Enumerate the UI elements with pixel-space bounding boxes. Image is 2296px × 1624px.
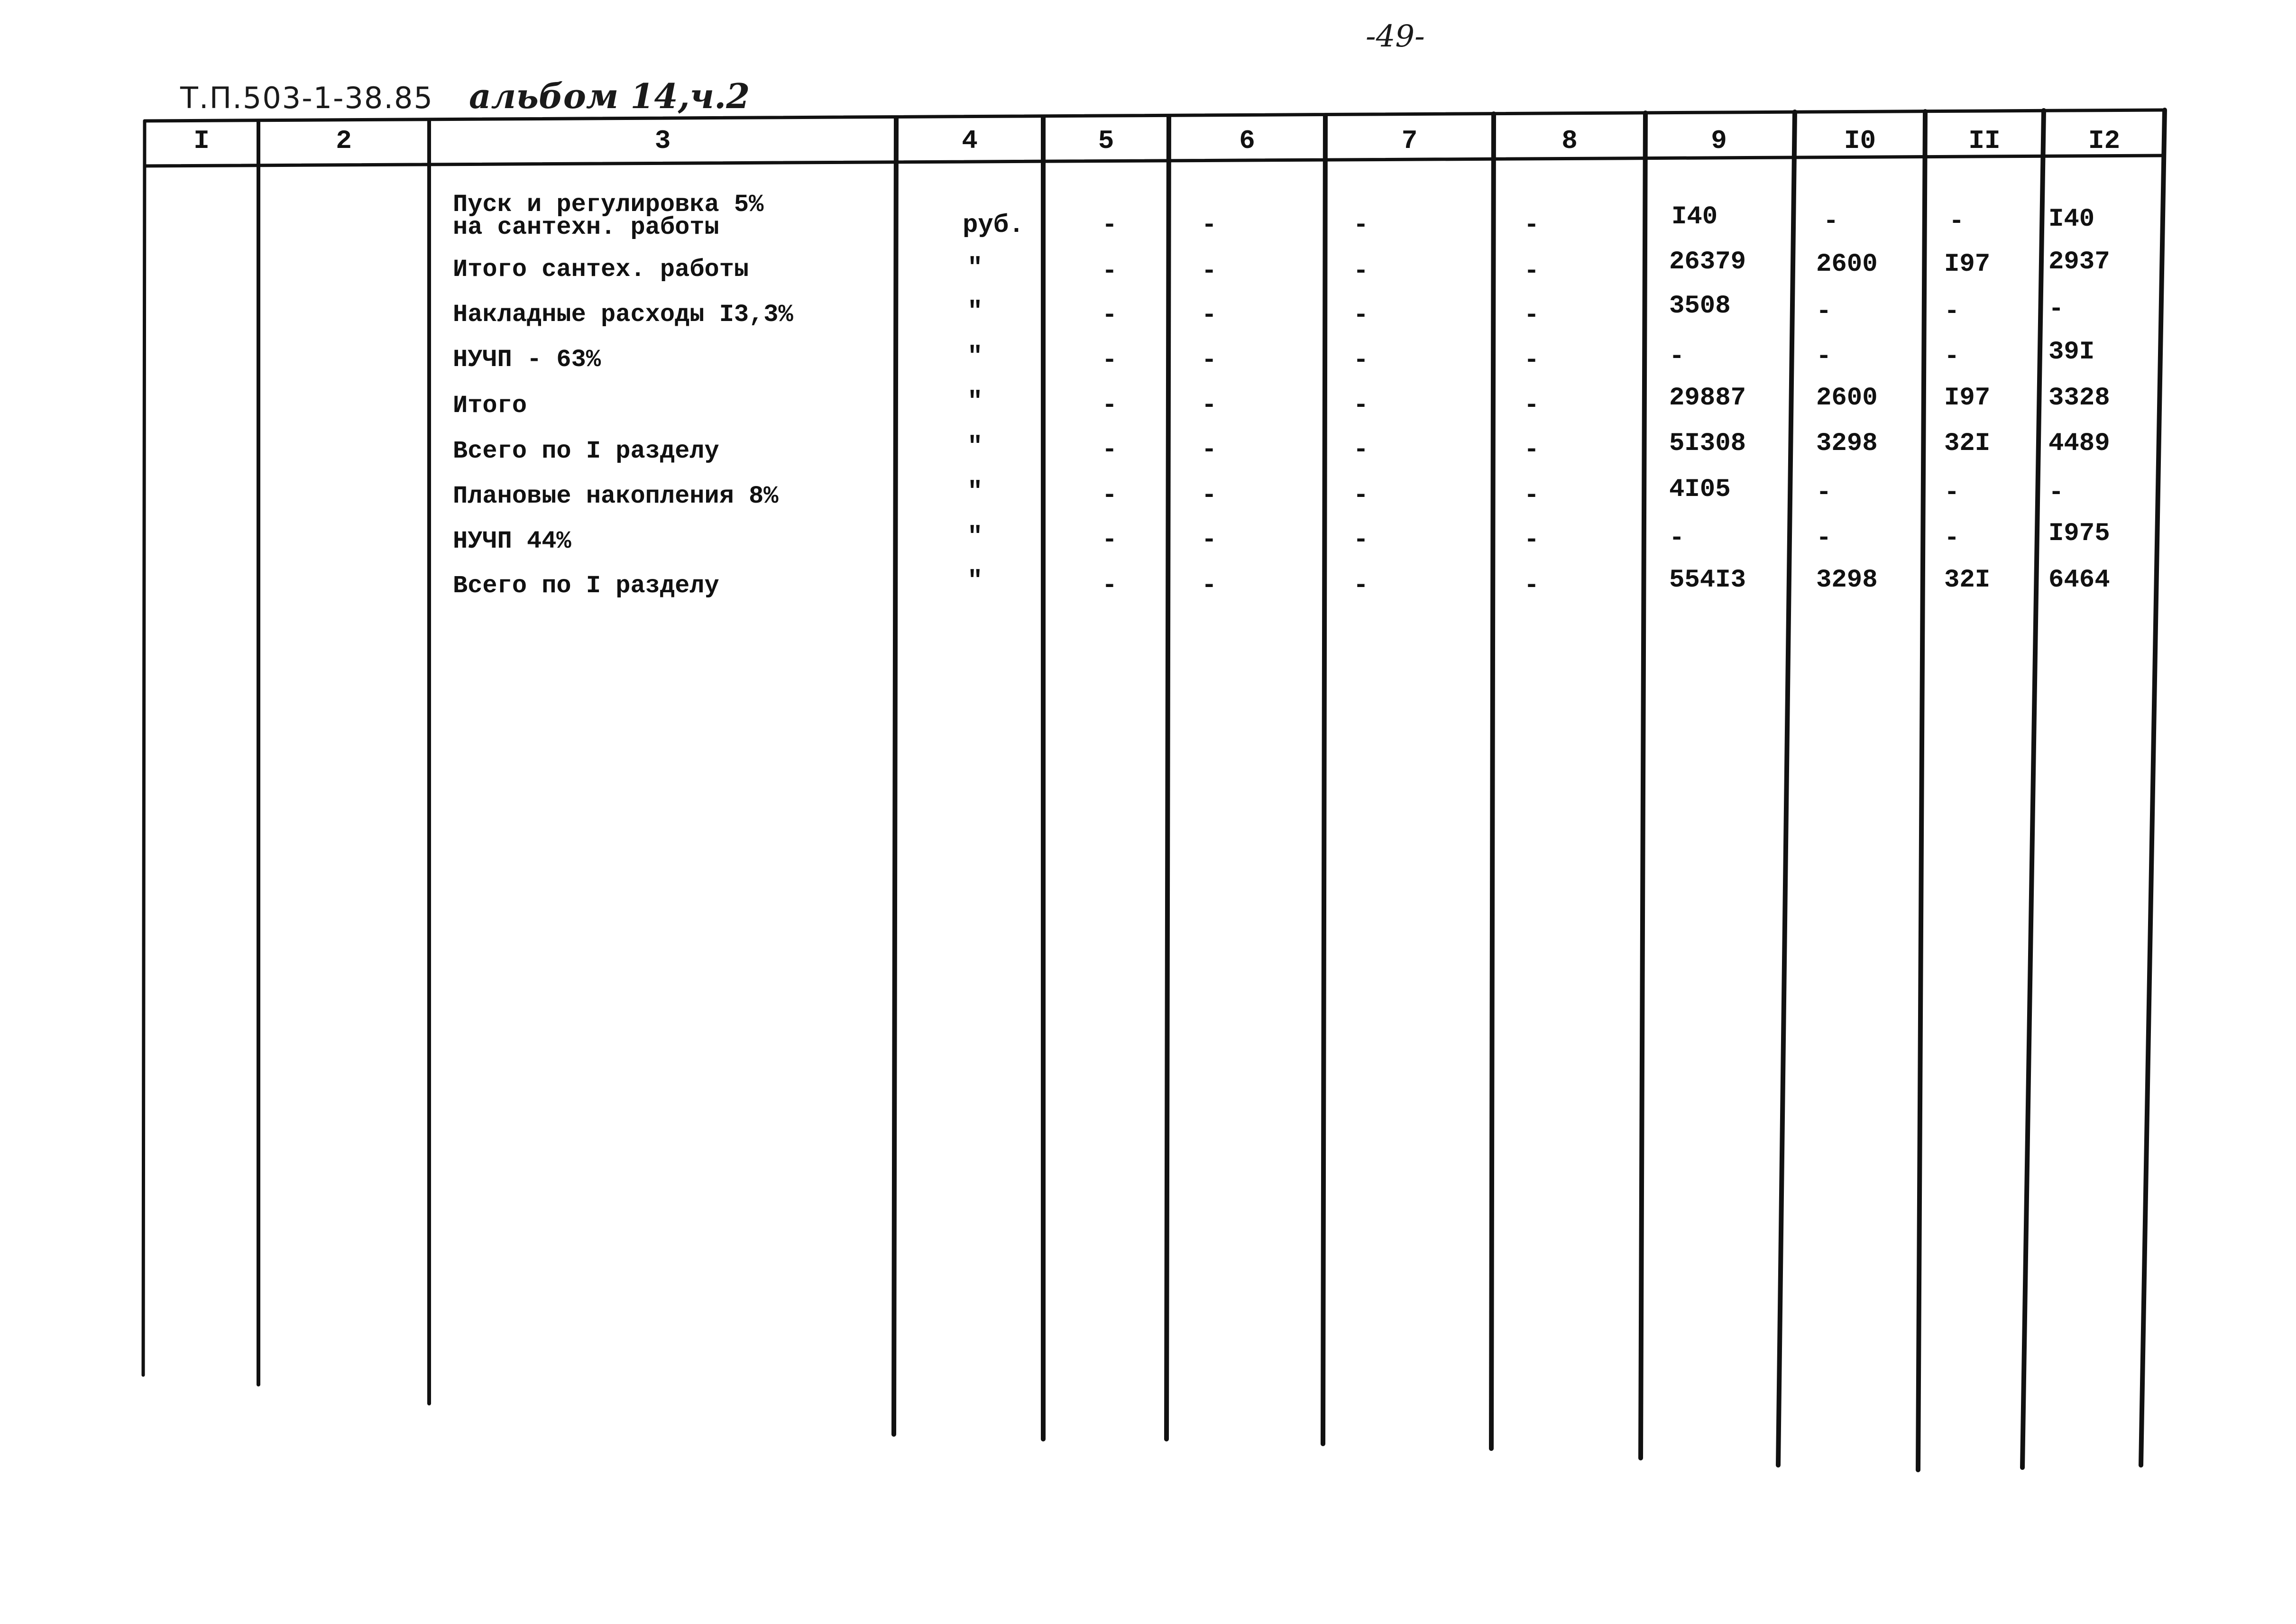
row-col6: - — [1201, 436, 1217, 465]
col-header-1: I — [193, 126, 210, 156]
row-col6: - — [1201, 571, 1217, 600]
table-row-desc: Итого — [453, 392, 527, 420]
row-col7: - — [1353, 481, 1369, 510]
row-col11: - — [1944, 524, 1960, 553]
row-col12: 6464 — [2048, 566, 2110, 595]
row-col8: - — [1524, 211, 1540, 240]
row-desc-line1: Пуск и регулировка 5% — [453, 191, 764, 219]
row-col12: 3328 — [2048, 384, 2110, 413]
row-col11: I97 — [1944, 250, 1991, 279]
row-col11: - — [1944, 297, 1960, 326]
row-col7: - — [1353, 526, 1369, 555]
row-col10: - — [1816, 342, 1832, 371]
col-header-4: 4 — [962, 126, 978, 156]
row-col6: - — [1201, 346, 1217, 375]
row-col10: 2600 — [1816, 384, 1878, 413]
col-line-3 — [894, 119, 896, 1434]
row-col6: - — [1201, 526, 1217, 555]
row-col10: 2600 — [1816, 250, 1878, 279]
row-unit: " — [967, 477, 983, 506]
col-header-6: 6 — [1239, 126, 1255, 156]
row-unit: " — [967, 254, 983, 283]
table-top-border — [145, 110, 2162, 121]
col-header-12: I2 — [2088, 126, 2121, 156]
col-header-9: 9 — [1711, 126, 1727, 156]
row-unit: " — [967, 523, 983, 551]
row-col5: - — [1102, 391, 1118, 420]
col-line-6 — [1323, 115, 1325, 1444]
row-col9: - — [1669, 342, 1685, 371]
document-code: Т.П.503-1-38.85 — [180, 81, 433, 115]
table-row-desc: Плановые накопления 8% — [453, 482, 779, 510]
row-col11: - — [1944, 342, 1960, 371]
table-row-desc: НУЧП - 63% — [453, 346, 601, 374]
row-col12: I975 — [2048, 519, 2110, 548]
row-col5: - — [1102, 481, 1118, 510]
row-col12: - — [2048, 295, 2064, 324]
col-header-5: 5 — [1098, 126, 1114, 156]
col-line-12 — [2141, 110, 2165, 1465]
row-col12: 2937 — [2048, 248, 2110, 276]
row-col8: - — [1524, 257, 1540, 286]
row-col12: 4489 — [2048, 429, 2110, 458]
row-col9: 29887 — [1669, 384, 1746, 413]
col-header-7: 7 — [1401, 126, 1418, 156]
col-header-3: 3 — [654, 126, 671, 156]
row-col5: - — [1102, 526, 1118, 555]
row-col7: - — [1353, 346, 1369, 375]
row-col7: - — [1353, 571, 1369, 600]
row-col9: - — [1669, 524, 1685, 553]
row-col11: I97 — [1944, 384, 1991, 413]
row-col6: - — [1201, 301, 1217, 330]
row-col6: - — [1201, 257, 1217, 286]
col-line-11 — [2022, 110, 2044, 1468]
row-col8: - — [1524, 346, 1540, 375]
row-col11: - — [1944, 478, 1960, 507]
table-row-desc: Всего по I разделу — [453, 437, 719, 465]
row-col6: - — [1201, 391, 1217, 420]
row-unit: " — [967, 432, 983, 461]
row-col7: - — [1353, 301, 1369, 330]
col-line-9 — [1778, 112, 1795, 1465]
row-col12: 39I — [2048, 338, 2095, 367]
table-row-desc: Итого сантех. работы — [453, 256, 749, 284]
row-unit: " — [967, 297, 983, 326]
table-row-desc: Накладные расходы I3,3% — [453, 301, 793, 329]
row-col8: - — [1524, 301, 1540, 330]
row-col10: 3298 — [1816, 429, 1878, 458]
row-col11: 32I — [1944, 429, 1991, 458]
album-label: альбом 14,ч.2 — [469, 76, 750, 116]
row-col7: - — [1353, 257, 1369, 286]
row-col8: - — [1524, 481, 1540, 510]
row-col7: - — [1353, 391, 1369, 420]
row-col5: - — [1102, 346, 1118, 375]
row-col7: - — [1353, 436, 1369, 465]
row-unit: " — [967, 342, 983, 371]
row-col9: 4I05 — [1669, 475, 1731, 504]
col-line-8 — [1641, 113, 1645, 1458]
row-col9: 3508 — [1669, 292, 1731, 321]
row-col11: 32I — [1944, 566, 1991, 595]
row-col10: - — [1816, 297, 1832, 326]
row-col10: - — [1816, 478, 1832, 507]
row-col7: - — [1353, 211, 1369, 240]
table-row-desc — [453, 193, 763, 239]
row-col9: 554I3 — [1669, 566, 1746, 595]
row-col5: - — [1102, 571, 1118, 600]
col-header-10: I0 — [1844, 126, 1876, 156]
col-line-7 — [1491, 114, 1494, 1449]
row-col6: - — [1201, 481, 1217, 510]
row-unit: руб. — [963, 211, 1024, 240]
row-col9: I40 — [1671, 202, 1718, 231]
col-line-5 — [1166, 116, 1169, 1439]
row-col6: - — [1201, 211, 1217, 240]
row-col9: 26379 — [1669, 248, 1746, 276]
row-col8: - — [1524, 391, 1540, 420]
col-line-0 — [143, 121, 145, 1375]
col-header-8: 8 — [1561, 126, 1578, 156]
row-col8: - — [1524, 526, 1540, 555]
row-col10: - — [1823, 207, 1839, 236]
row-unit: " — [967, 567, 983, 596]
row-col12: - — [2048, 478, 2064, 507]
row-col5: - — [1102, 301, 1118, 330]
col-header-2: 2 — [336, 126, 352, 156]
table-row-desc: Всего по I разделу — [453, 572, 719, 600]
row-col12: I40 — [2048, 205, 2095, 234]
row-col8: - — [1524, 571, 1540, 600]
row-desc-line2: на сантехн. работы — [453, 213, 719, 241]
row-col10: - — [1816, 524, 1832, 553]
row-unit: " — [967, 387, 983, 416]
row-col5: - — [1102, 257, 1118, 286]
row-col5: - — [1102, 211, 1118, 240]
row-col8: - — [1524, 436, 1540, 465]
row-col10: 3298 — [1816, 566, 1878, 595]
row-col11: - — [1949, 207, 1965, 236]
page-number: -49- — [1366, 19, 1425, 54]
col-header-11: II — [1968, 126, 2001, 156]
row-col5: - — [1102, 436, 1118, 465]
row-col9: 5I308 — [1669, 429, 1746, 458]
col-line-10 — [1918, 111, 1925, 1470]
table-row-desc: НУЧП 44% — [453, 527, 571, 555]
